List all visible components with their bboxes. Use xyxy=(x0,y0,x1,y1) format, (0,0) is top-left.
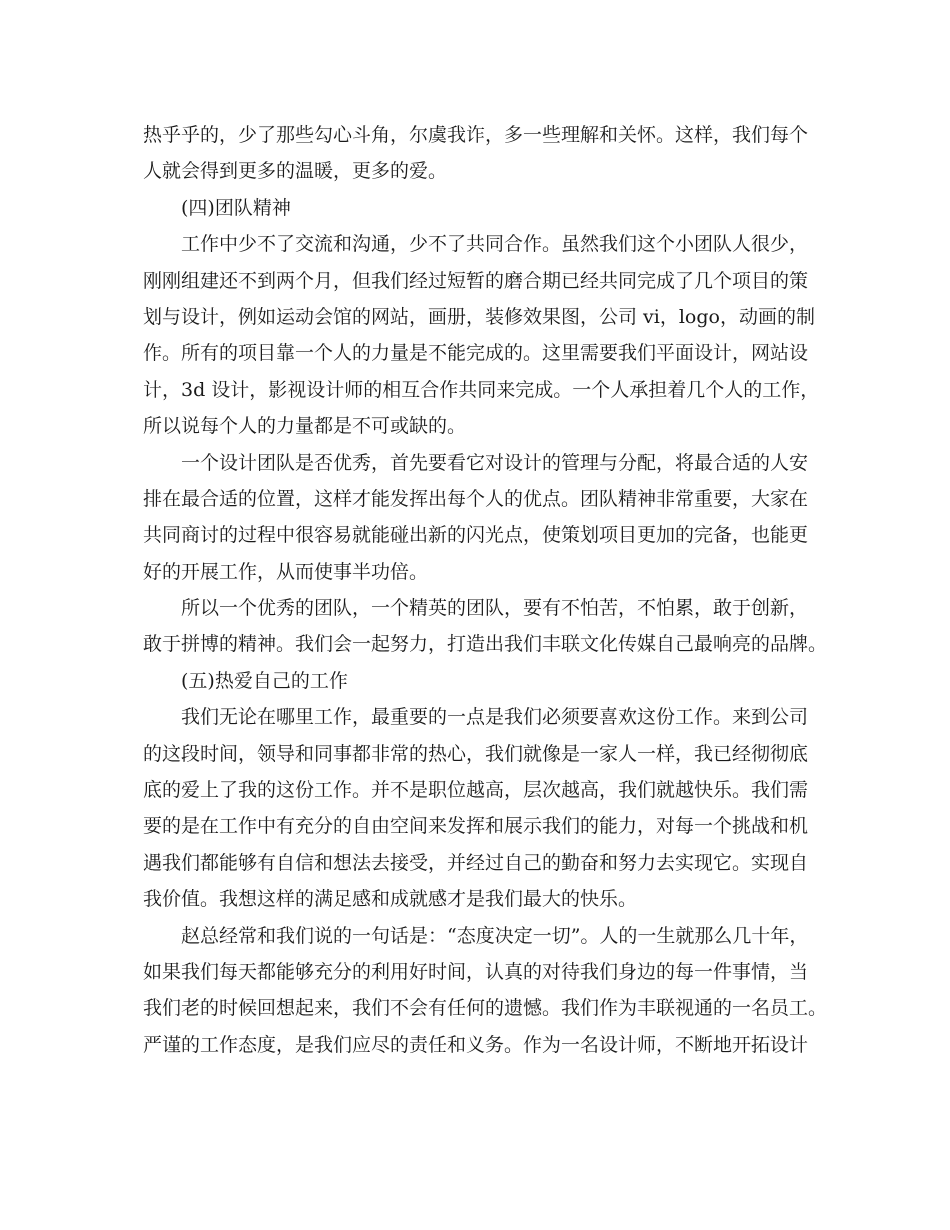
text-line: 好的开展工作，从而使事半功倍。 xyxy=(143,560,429,583)
text-line: 排在最合适的位置，这样才能发挥出每个人的优点。团队精神非常重要，大家在 xyxy=(143,487,809,510)
text-line: 人就会得到更多的温暖，更多的爱。 xyxy=(143,160,448,183)
text-line: 敢于拼博的精神。我们会一起努力，打造出我们丰联文化传媒自己最响亮的品牌。 xyxy=(143,633,828,656)
text-line: 我价值。我想这样的满足感和成就感才是我们最大的快乐。 xyxy=(143,888,638,911)
text-line: 一个设计团队是否优秀，首先要看它对设计的管理与分配，将最合适的人安 xyxy=(181,451,809,474)
section-heading: (五)热爱自己的工作 xyxy=(181,669,348,692)
text-line: 所以说每个人的力量都是不可或缺的。 xyxy=(143,415,467,438)
text-line: 所以一个优秀的团队，一个精英的团队，要有不怕苦，不怕累，敢于创新， xyxy=(181,597,809,620)
text-line: 划与设计，例如运动会馆的网站，画册，装修效果图，公司 vi，logo，动画的制 xyxy=(143,305,815,328)
text-line: 工作中少不了交流和沟通，少不了共同合作。虽然我们这个小团队人很少， xyxy=(181,233,809,256)
text-line: 作。所有的项目靠一个人的力量是不能完成的。这里需要我们平面设计，网站设 xyxy=(143,342,809,365)
text-line: 刚刚组建还不到两个月，但我们经过短暂的磨合期已经共同完成了几个项目的策 xyxy=(143,269,809,292)
text-line: 如果我们每天都能够充分的利用好时间，认真的对待我们身边的每一件事情，当 xyxy=(143,960,809,983)
text-line: 严谨的工作态度，是我们应尽的责任和义务。作为一名设计师，不断地开拓设计 xyxy=(143,1033,809,1056)
text-line: 热乎乎的，少了那些勾心斗角，尔虞我诈，多一些理解和关怀。这样，我们每个 xyxy=(143,124,809,146)
text-line: 共同商讨的过程中很容易就能碰出新的闪光点，使策划项目更加的完备，也能更 xyxy=(143,524,809,547)
text-line: 要的是在工作中有充分的自由空间来发挥和展示我们的能力，对每一个挑战和机 xyxy=(143,815,809,838)
text-line: 赵总经常和我们说的一句话是：“态度决定一切”。人的一生就那么几十年， xyxy=(181,924,809,947)
document-body xyxy=(143,117,828,1063)
section-heading: (四)团队精神 xyxy=(181,196,291,219)
text-line: 的这段时间，领导和同事都非常的热心，我们就像是一家人一样，我已经彻彻底 xyxy=(143,742,809,765)
text-line: 遇我们都能够有自信和想法去接受，并经过自己的勤奋和努力去实现它。实现自 xyxy=(143,851,809,874)
text-line: 我们无论在哪里工作，最重要的一点是我们必须要喜欢这份工作。来到公司 xyxy=(181,706,809,729)
text-line: 计，3d 设计，影视设计师的相互合作共同来完成。一个人承担着几个人的工作， xyxy=(143,378,820,401)
text-line: 底的爱上了我的这份工作。并不是职位越高，层次越高，我们就越快乐。我们需 xyxy=(143,779,809,802)
text-line: 我们老的时候回想起来，我们不会有任何的遗憾。我们作为丰联视通的一名员工。 xyxy=(143,997,828,1020)
